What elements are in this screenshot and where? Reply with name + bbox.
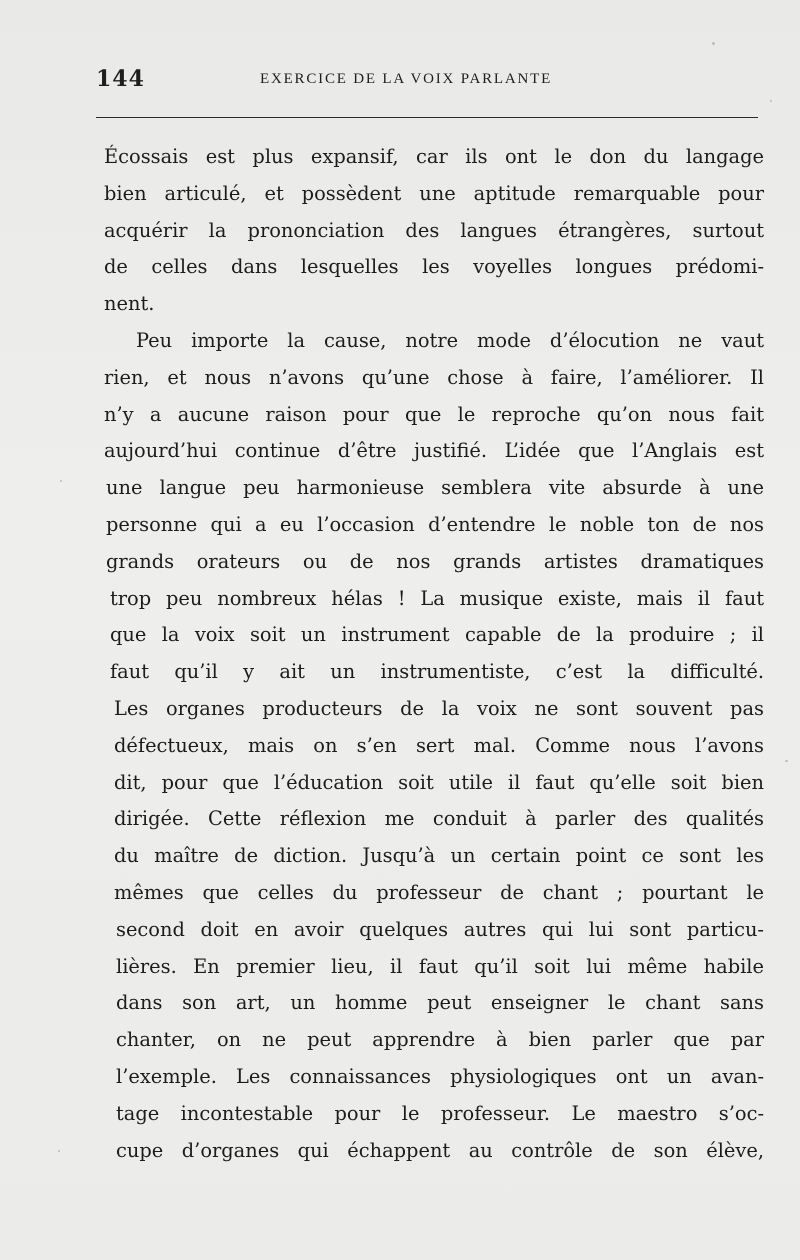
text-line: aujourd’hui continue d’être justifié. L’idée que l’Anglais est <box>104 439 764 463</box>
text-line: lières. En premier lieu, il faut qu’il soit lui même habile <box>116 954 764 978</box>
text-line: l’exemple. Les connaissances physiologiques ont un avan- <box>116 1064 764 1088</box>
text-line: défectueux, mais on s’en sert mal. Comme nous l’avons <box>114 733 764 757</box>
text-line: Écossais est plus expansif, car ils ont le don du langage <box>104 145 764 168</box>
text-line: que la voix soit un instrument capable de la produire ; il <box>110 623 764 647</box>
text-line: cupe d’organes qui échappent au contrôle de son élève, <box>116 1138 764 1162</box>
text-line: mêmes que celles du professeur de chant ; pourtant le <box>114 880 764 904</box>
text-line: rien, et nous n’avons qu’une chose à faire, l’améliorer. Il <box>104 365 764 389</box>
text-line: dit, pour que l’éducation soit utile il faut qu’elle soit bien <box>114 770 764 794</box>
page-number: 144 <box>96 66 145 92</box>
paper-speck <box>60 480 62 482</box>
text-line: personne qui a eu l’occasion d’entendre le noble ton de nos <box>106 512 764 536</box>
text-line: dirigée. Cette réflexion me conduit à parler des qualités <box>114 807 764 831</box>
text-line: du maître de diction. Jusqu’à un certain point ce sont les <box>114 844 764 868</box>
running-title: EXERCICE DE LA VOIX PARLANTE <box>260 71 553 87</box>
page-header <box>96 66 756 94</box>
text-line: second doit en avoir quelques autres qui lui sont particu- <box>116 917 764 941</box>
text-line: trop peu nombreux hélas ! La musique existe, mais il faut <box>110 586 764 610</box>
text-line: n’y a aucune raison pour que le reproche qu’on nous fait <box>104 402 764 426</box>
text-line: faut qu’il y ait un instrumentiste, c’est la difficulté. <box>110 660 764 684</box>
text-line: nent. <box>104 292 155 316</box>
paper-speck <box>712 42 715 45</box>
text-line: tage incontestable pour le professeur. Le maestro s’oc- <box>116 1101 764 1125</box>
paper-speck <box>770 100 772 102</box>
body-text <box>104 139 764 1169</box>
paper-speck <box>58 1150 60 1152</box>
text-line: bien articulé, et possèdent une aptitude remarquable pour <box>104 181 764 205</box>
paper-speck <box>785 760 788 762</box>
text-line: chanter, on ne peut apprendre à bien parler que par <box>116 1028 764 1052</box>
text-line: de celles dans lesquelles les voyelles longues prédomi- <box>104 255 764 279</box>
paragraph-first-line: Peu importe la cause, notre mode d’élocution ne vaut <box>136 328 764 352</box>
text-line: Les organes producteurs de la voix ne sont souvent pas <box>114 696 764 720</box>
text-line: une langue peu harmonieuse semblera vite absurde à une <box>106 476 764 500</box>
text-line: dans son art, un homme peut enseigner le chant sans <box>116 991 764 1015</box>
header-rule <box>96 117 758 118</box>
text-line: grands orateurs ou de nos grands artistes dramatiques <box>106 549 764 573</box>
text-line: acquérir la prononciation des langues étrangères, surtout <box>104 218 764 242</box>
